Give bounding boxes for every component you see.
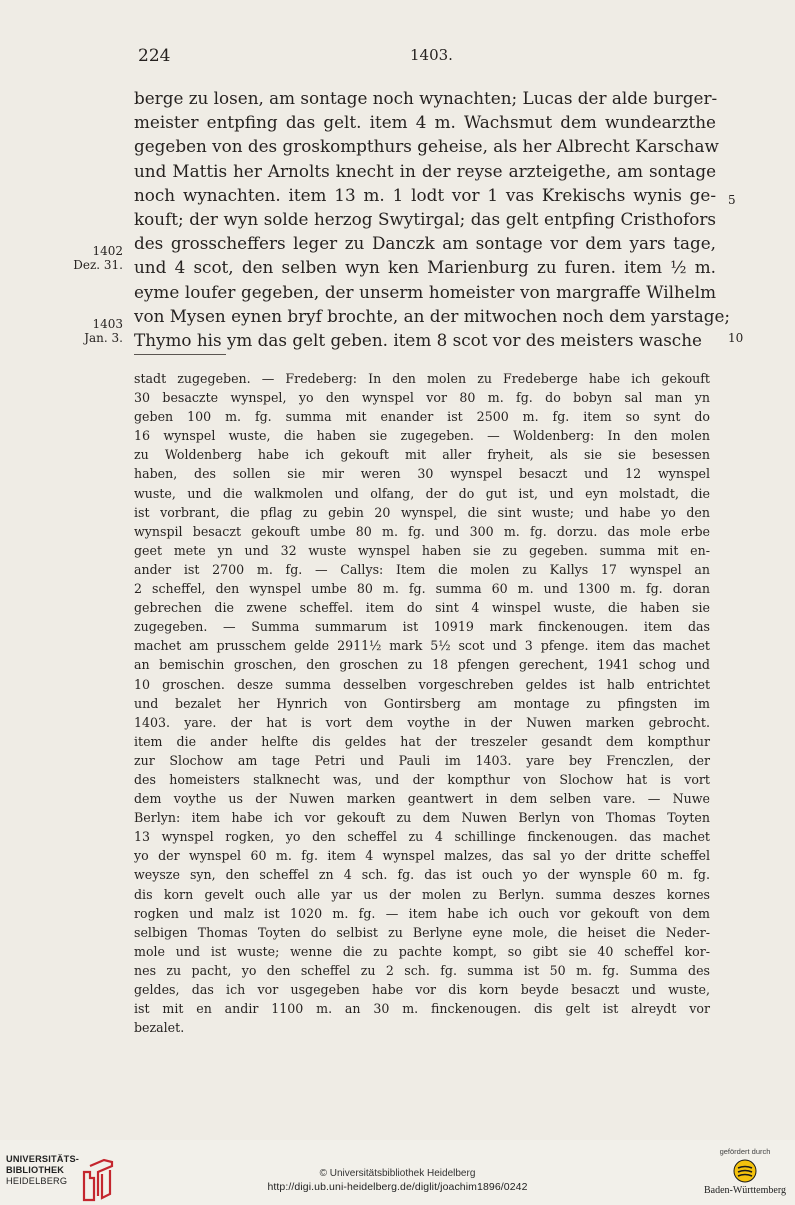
main-line: und Mattis her Arnolts knecht in der reyse arzteigethe, am sontage xyxy=(134,160,716,181)
footnote-divider xyxy=(134,354,226,355)
main-line: berge zu losen, am sontage noch wynachten; Lucas der alde burger- xyxy=(134,88,718,108)
margin-date-day: Jan. 3. xyxy=(84,331,123,345)
footnote-line: ander ist 2700 m. fg. — Callys: Item die molen zu Kallys 17 wynspel an xyxy=(134,561,710,577)
footnote-line: item die ander helfte dis geldes hat der treszeler gesandt dem kompthur xyxy=(134,733,710,749)
main-line: eyme loufer gegeben, der unserm homeister von margraffe Wilhelm xyxy=(134,281,716,302)
crest-icon xyxy=(733,1159,757,1183)
sponsor-block xyxy=(700,1147,790,1196)
footnote-line: zur Slochow am tage Petri und Pauli im 1403. yare bey Frenczlen, der xyxy=(134,752,710,768)
footnote-line: nes zu pacht, yo den scheffel zu 2 sch. fg. summa ist 50 m. fg. Summa des xyxy=(134,962,710,978)
main-line: Thymo his ym das gelt geben. item 8 scot vor des meisters wasche xyxy=(134,329,702,350)
footnote-line: wynspil besaczt gekouft umbe 80 m. fg. und 300 m. fg. dorzu. das mole erbe xyxy=(134,523,710,539)
footer-bar xyxy=(0,1140,795,1205)
footnote-line: geldes, das ich vor usgegeben habe vor dis korn beyde besaczt und wuste, xyxy=(134,982,710,997)
footnote-line: und bezalet her Hynrich von Gontirsberg am montage zu pfingsten im xyxy=(134,695,710,711)
footnote-line: dem voythe us der Nuwen marken geantwert in dem selben vare. — Nuwe xyxy=(134,791,710,807)
footnote-line: ist vorbrant, die pflag zu gebin 20 wynspel, die sint wuste; und habe yo den xyxy=(134,504,710,520)
main-line: noch wynachten. item 13 m. 1 lodt vor 1 vas Krekischs wynis ge- xyxy=(134,184,716,205)
main-line: kouft; der wyn solde herzog Swytirgal; das gelt entpfing Cristhofors xyxy=(134,208,716,229)
footnote-line: haben, des sollen sie mir weren 30 wynspel besaczt und 12 wynspel xyxy=(134,466,710,482)
footnote-line: 10 groschen. desze summa desselben vorgeschreben geldes ist halb entrichtet xyxy=(134,676,710,692)
footnote-line: Berlyn: item habe ich vor gekouft zu dem Nuwen Berlyn von Thomas Toyten xyxy=(134,810,710,826)
footnote-line: stadt zugegeben. — Fredeberg: In den molen zu Fredeberge habe ich gekouft xyxy=(134,371,710,386)
footnote-line: des homeisters stalknecht was, und der kompthur von Slochow hat is vort xyxy=(134,771,710,787)
library-name-line: HEIDELBERG xyxy=(6,1176,68,1186)
footnote-line: zugegeben. — Summa summarum ist 10919 mark finckenougen. item das xyxy=(134,619,710,635)
margin-date-1403 xyxy=(0,317,123,345)
main-line: und 4 scot, den selben wyn ken Marienburg zu furen. item ½ m. xyxy=(134,257,716,278)
main-text xyxy=(134,86,731,352)
margin-date-day: Dez. 31. xyxy=(73,258,123,272)
footnote-line: rogken und malz ist 1020 m. fg. — item habe ich ouch vor gekouft von dem xyxy=(134,905,710,921)
footnote-line: geben 100 m. fg. summa mit enander ist 2500 m. fg. item so synt do xyxy=(134,409,710,425)
footnote-line: mole und ist wuste; wenne die zu pachte kompt, so gibt sie 40 scheffel kor- xyxy=(134,943,710,959)
footnote-line: ist mit en andir 1100 m. an 30 m. finckenougen. dis gelt ist alreydt vor xyxy=(134,1001,710,1017)
main-line: von Mysen eynen bryf brochte, an der mitwochen noch dem yarstage; xyxy=(134,305,731,326)
footnote-line: geet mete yn und 32 wuste wynspel haben sie zu gegeben. summa mit en- xyxy=(134,542,710,558)
footnote-line: machet am prusschem gelde 2911½ mark 5½ scot und 3 pfenge. item das machet xyxy=(134,638,710,654)
library-name-line: UNIVERSITÄTS- xyxy=(6,1154,80,1164)
main-line: meister entpfing das gelt. item 4 m. Wachsmut dem wundearzthe xyxy=(134,112,716,133)
footnote-line: an bemischin groschen, den groschen zu 18 pfengen gerechent, 1941 schog und xyxy=(134,657,710,673)
footnote-line: gebrechen die zwene scheffel. item do sint 4 winspel wuste, die haben sie xyxy=(134,600,710,616)
running-head-year: 1403. xyxy=(410,46,453,64)
footnote-line: weysze syn, den scheffel zn 4 sch. fg. das ist ouch yo der wynsple 60 m. fg. xyxy=(134,867,710,883)
line-number-5: 5 xyxy=(728,193,736,207)
main-line: gegeben von des groskompthurs geheise, als her Albrecht Karschaw xyxy=(134,136,719,157)
margin-date-year: 1402 xyxy=(92,244,123,258)
footnote-line: bezalet. xyxy=(134,1020,185,1036)
line-number-10: 10 xyxy=(728,331,744,345)
library-name-line: BIBLIOTHEK xyxy=(6,1165,65,1175)
copyright-notice: © Universitätsbibliothek Heidelberg xyxy=(319,1168,476,1179)
page-header xyxy=(0,46,795,70)
footnote-block xyxy=(134,369,710,1037)
sponsor-name: Baden-Württemberg xyxy=(703,1185,786,1196)
permalink-url[interactable]: http://digi.ub.uni-heidelberg.de/diglit/joachim1896/0242 xyxy=(267,1181,528,1193)
footnote-line: yo der wynspel 60 m. fg. item 4 wynspel malzes, das sal yo der dritte scheffel xyxy=(134,848,710,864)
footnote-line: dis korn gevelt ouch alle yar us der molen zu Berlyn. summa deszes kornes xyxy=(134,886,710,902)
margin-date-1402 xyxy=(0,244,123,272)
footnote-line: 16 wynspel wuste, die haben sie zugegeben. — Woldenberg: In den molen xyxy=(134,428,710,444)
page-number: 224 xyxy=(138,46,171,66)
footnote-line: 1403. yare. der hat is vort dem voythe in der Nuwen marken gebrocht. xyxy=(134,714,710,730)
footnote-line: 30 besaczte wynspel, yo den wynspel vor 80 m. fg. do bobyn sal man yn xyxy=(134,390,710,406)
margin-date-year: 1403 xyxy=(92,317,123,331)
footnote-line: wuste, und die walkmolen und olfang, der do gut ist, und eyn molstadt, die xyxy=(134,485,710,501)
footnote-line: zu Woldenberg habe ich gekouft mit aller fryheit, als sie sie besessen xyxy=(134,447,710,463)
sponsor-label: gefördert durch xyxy=(719,1147,771,1156)
library-emblem-icon xyxy=(80,1156,114,1202)
footnote-line: selbigen Thomas Toyten do selbist zu Berlyne eyne mole, die heiset die Neder- xyxy=(134,924,710,940)
footnote-line: 13 wynspel rogken, yo den scheffel zu 4 schillinge finckenougen. das machet xyxy=(134,829,710,845)
footnote-line: 2 scheffel, den wynspel umbe 80 m. fg. summa 60 m. und 1300 m. fg. doran xyxy=(134,581,710,597)
main-line: des grosscheffers leger zu Danczk am sontage vor dem yars tage, xyxy=(134,233,716,254)
